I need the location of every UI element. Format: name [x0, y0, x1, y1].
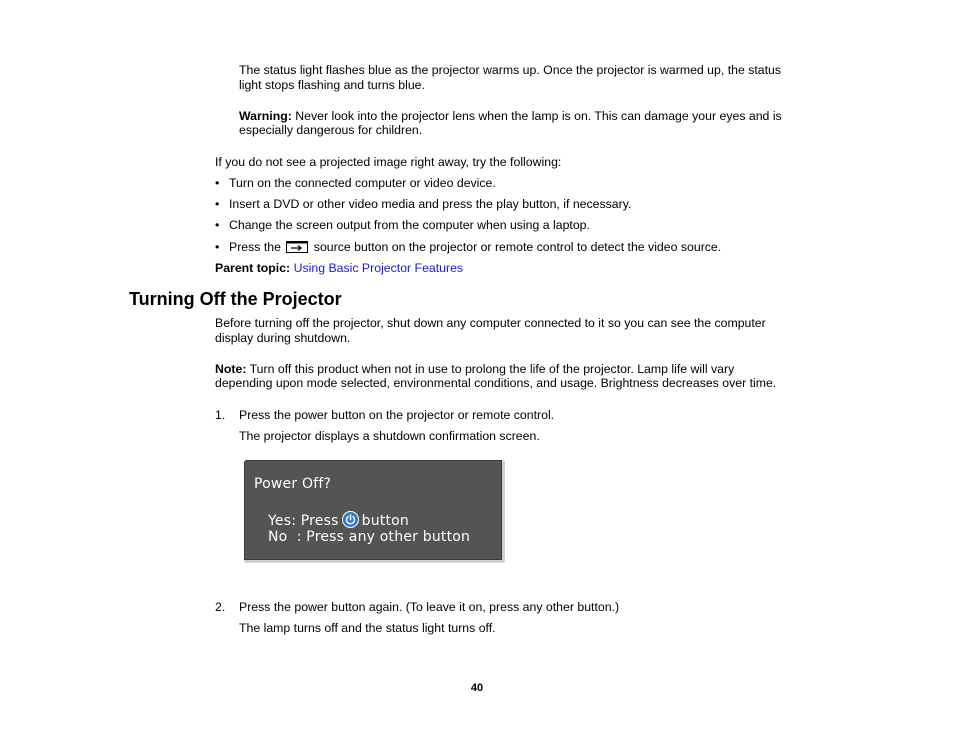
note-label: Note: — [215, 362, 247, 376]
bullet-marker: • — [215, 197, 220, 211]
note-text: Turn off this product when not in use to prolong the life of the projector. Lamp life will vary — [249, 362, 735, 376]
warning-label: Warning: — [239, 109, 292, 123]
list-item: Turn on the connected computer or video device. — [229, 176, 496, 190]
step-text: Press the power button on the projector or remote control. — [239, 408, 555, 422]
power-off-screen — [244, 460, 505, 563]
step-number: 2. — [215, 600, 226, 614]
bullet-marker: • — [215, 240, 220, 254]
source-text-before: Press the — [229, 240, 281, 254]
page-number: 40 — [470, 682, 484, 694]
source-text-after: source button on the projector or remote control to detect the video source. — [313, 240, 722, 254]
try-following-text: If you do not see a projected image right away, try the following: — [215, 155, 562, 169]
status-text-line1: The status light flashes blue as the projector warms up. Once the projector is warmed up, the status — [239, 63, 782, 77]
step-number: 1. — [215, 408, 226, 422]
note-line1 — [215, 362, 734, 377]
warning-line1 — [239, 109, 782, 124]
step-result: The lamp turns off and the status light turns off. — [239, 621, 496, 635]
step-result: The projector displays a shutdown confirmation screen. — [239, 429, 540, 443]
screen-no-line: No : Press any other button — [268, 529, 471, 545]
bullet-marker: • — [215, 218, 220, 232]
power-icon — [342, 511, 359, 528]
section-intro-line2: display during shutdown. — [215, 331, 351, 345]
list-item-source — [229, 240, 721, 257]
section-intro-line1: Before turning off the projector, shut down any computer connected to it so you can see the computer — [215, 316, 766, 330]
screen-yes-suffix: button — [361, 513, 410, 529]
warning-line2: especially dangerous for children. — [239, 123, 423, 137]
warning-text: Never look into the projector lens when the lamp is on. This can damage your eyes and is — [295, 109, 782, 123]
status-text-line2: light stops flashing and turns blue. — [239, 78, 425, 92]
parent-topic-label: Parent topic: — [215, 261, 291, 275]
list-item: Change the screen output from the computer when using a laptop. — [229, 218, 590, 232]
step-text: Press the power button again. (To leave it on, press any other button.) — [239, 600, 620, 614]
list-item: Insert a DVD or other video media and press the play button, if necessary. — [229, 197, 632, 211]
screen-title: Power Off? — [254, 476, 332, 492]
parent-topic-link[interactable]: Using Basic Projector Features — [293, 261, 464, 275]
parent-topic — [215, 261, 463, 276]
note-line2: depending upon mode selected, environmental conditions, and usage. Brightness decreases over time. — [215, 376, 777, 390]
bullet-marker: • — [215, 176, 220, 190]
source-icon — [286, 241, 308, 257]
screen-yes-prefix: Yes: Press — [268, 513, 339, 529]
section-heading: Turning Off the Projector — [129, 289, 342, 309]
